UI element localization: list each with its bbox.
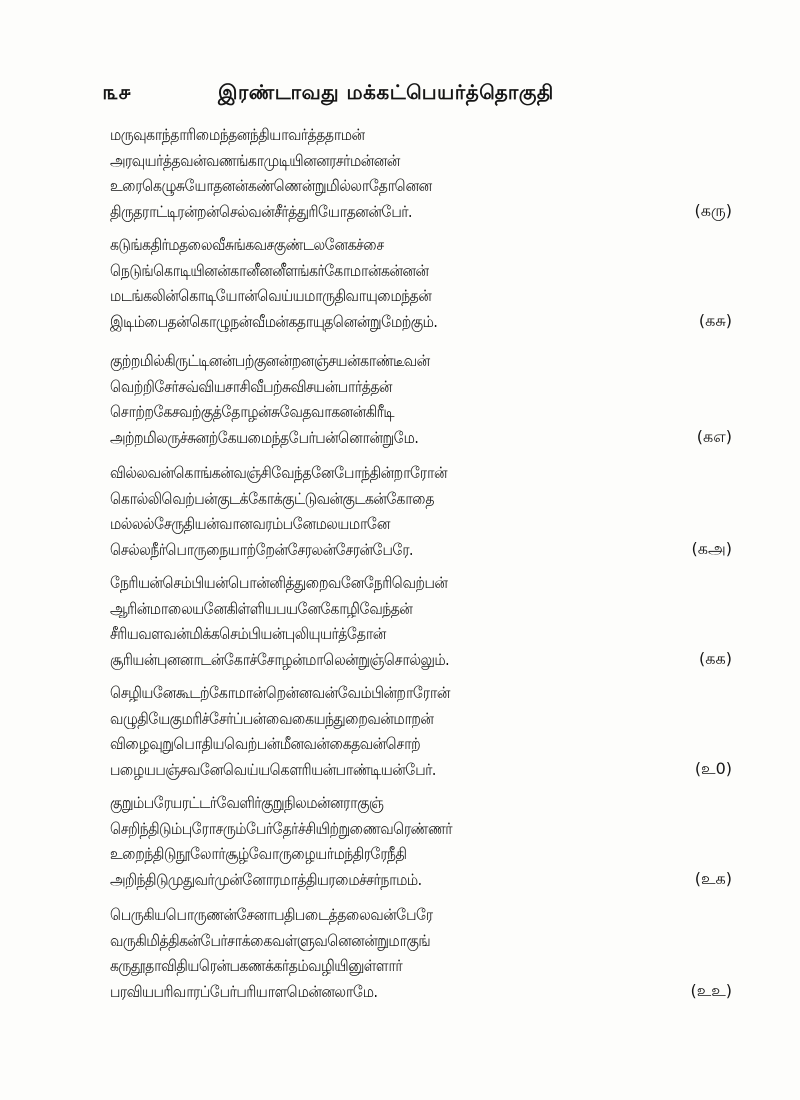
verse-line: நெடுங்கொடியினன்கானீனனீளங்கர்கோமான்கன்னன் (110, 260, 429, 280)
verse-line: மருவுகாந்தாரிமைந்தனந்தியாவர்த்ததாமன் (110, 125, 365, 144)
verse-line: இடிம்பைதன்கொழுநன்வீமன்கதாயுதனென்றுமேற்கும். (110, 311, 438, 331)
verse-number: (கசு) (698, 311, 732, 330)
page-header (0, 80, 800, 112)
verse-line: அரவுயர்த்தவன்வணங்காமுடியினனரசர்மன்னன் (110, 150, 400, 170)
verse-line: மடங்கலின்கொடியோன்வெய்யமாருதிவாயுமைந்தன் (110, 286, 432, 305)
verse-line: நேரியன்செம்பியன்பொன்னித்துறைவனேநேரிவெற்பன் (110, 573, 448, 592)
stanza (110, 790, 750, 892)
verse-number: (கஅ) (691, 539, 732, 558)
verse-number: (கஎ) (696, 427, 732, 446)
verse-line: சொற்றகேசவற்குத்தோழன்சுவேதவாகனன்கிரீடி (110, 402, 395, 421)
verse-line: வெற்றிசேர்சவ்வியசாசிவீபற்சுவிசயன்பார்த்தன் (110, 376, 392, 396)
stanza (110, 680, 750, 782)
verse-line: குறும்பரேயரட்டர்வேளிர்குறுநிலமன்னராகுஞ் (110, 793, 384, 812)
verse-number: (உக) (694, 869, 732, 888)
verse-line: வழுதியேகுமரிச்சேர்ப்பன்வைகையந்துறைவன்மாறன் (110, 708, 434, 728)
stanza (110, 122, 750, 224)
stanza (110, 902, 750, 1004)
verse-line: ஆரின்மாலையனேகிள்ளியபயனேகோழிவேந்தன் (110, 598, 413, 618)
verse-number: (கரு) (694, 201, 732, 220)
verse-line: திருதராட்டிரன்றன்செல்வன்சீர்த்துரியோதனன்பேர். (110, 201, 412, 221)
verse-line: பெருகியபொருணன்சேனாபதிபடைத்தலைவன்பேரே (110, 905, 433, 924)
page-number: ௩௪ (103, 80, 132, 104)
stanza (110, 348, 750, 450)
verse-line: கடுங்கதிர்மதலைவீசுங்கவசகுண்டலனேகச்சை (110, 235, 384, 254)
verse-number: (கக) (699, 649, 732, 668)
verse-line: வில்லவன்கொங்கன்வஞ்சிவேந்தனேபோந்தின்றாரோன் (110, 463, 447, 482)
verse-line: பரவியபரிவாரப்பேர்பரியாளமென்னலாமே. (110, 981, 378, 1001)
verse-line: கருதூதாவிதியரென்பகணக்கர்தம்வழியினுள்ளார் (110, 956, 403, 975)
verse-line: உறைந்திடுநூலோர்சூழ்வோருழையர்மந்திரரேநீதி (110, 844, 407, 863)
verse-line: விழைவுறுபொதியவெற்பன்மீனவன்கைதவன்சொற் (110, 734, 421, 753)
verse-line: வருகிமித்திகன்பேர்சாக்கைவள்ளுவனெனன்றுமாகுங் (110, 930, 431, 950)
verse-line: சீரியவளவன்மிக்கசெம்பியன்புலியுயர்த்தோன் (110, 624, 386, 643)
stanza (110, 460, 750, 562)
verse-number: (உஉ) (690, 981, 732, 1000)
verse-line: செறிந்திடும்புரோசரும்பேர்தேர்ச்சியிற்றுணைவரெண்ணர் (110, 818, 453, 838)
verse-line: செழியனேகூடற்கோமான்றென்னவன்வேம்பின்றாரோன் (110, 683, 450, 702)
verse-line: அற்றமிலருச்சுனற்கேயமைந்தபேர்பன்னொன்றுமே. (110, 427, 419, 447)
verse-number: (உ0) (694, 759, 732, 778)
stanza (110, 232, 750, 334)
verse-line: பழையபஞ்சவனேவெய்யகௌரியன்பாண்டியன்பேர். (110, 759, 436, 779)
page-title: இரண்டாவது மக்கட்பெயர்த்தொகுதி (218, 80, 554, 104)
verse-line: செல்லநீர்பொருநையாற்றேன்சேரலன்சேரன்பேரே. (110, 539, 413, 559)
verse-line: சூரியன்புனனாடன்கோச்சோழன்மாலென்றுஞ்சொல்லும். (110, 649, 450, 669)
stanza (110, 570, 750, 672)
verse-line: மல்லல்சேருதியன்வானவரம்பனேமலயமானே (110, 514, 390, 533)
verse-line: உரைகெழுசுயோதனன்கண்ணென்றுமில்லாதோனென (110, 176, 432, 195)
verse-line: கொல்லிவெற்பன்குடக்கோக்குட்டுவன்குடகன்கோதை (110, 488, 434, 508)
verse-line: குற்றமில்கிருட்டினன்பற்குனன்றனஞ்சயன்காண்டீவன் (110, 351, 430, 370)
verse-line: அறிந்திடுமுதுவர்முன்னோரமாத்தியரமைச்சர்நாமம். (110, 869, 422, 889)
